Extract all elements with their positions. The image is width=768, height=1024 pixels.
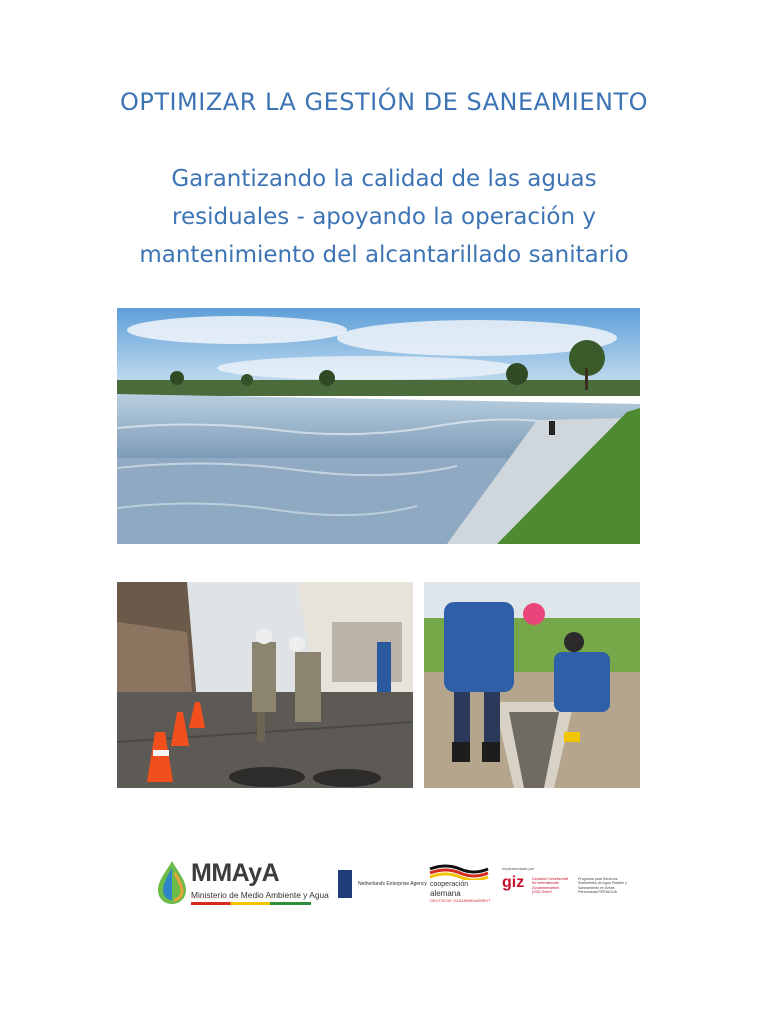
water-drop-icon [155, 859, 189, 905]
mmaya-subtitle: Ministerio de Medio Ambiente y Agua [191, 890, 329, 900]
page-subtitle [0, 160, 768, 274]
mmaya-wordmark: MMAyA [191, 859, 280, 887]
netherlands-agency-label: Netherlands Enterprise Agency [358, 881, 427, 887]
partner-logos [150, 852, 630, 912]
mmaya-logo [155, 857, 329, 909]
cooperacion-line2: alemana [430, 889, 461, 898]
giz-description: Deutsche Gesellschaft für Internationale Zusammenarbeit (GIZ) GmbH [532, 877, 568, 895]
subtitle-line: mantenimiento del alcantarillado sanitario [139, 242, 629, 268]
german-flag-wave-icon [428, 864, 490, 880]
subtitle-line: residuales - apoyando la operación y [172, 204, 596, 230]
cooperacion-line1: cooperación [430, 881, 469, 888]
subtitle-line: Garantizando la calidad de las aguas [171, 166, 597, 192]
netherlands-emblem-icon [338, 870, 352, 898]
giz-preface: Implementada por [502, 866, 535, 871]
giz-wordmark: giz [502, 874, 525, 891]
photo-treatment-pond [117, 308, 640, 544]
cooperacion-line3: DEUTSCHE ZUSAMMENARBEIT [430, 898, 491, 903]
photo-street-sewer-workers [117, 582, 413, 788]
mmaya-color-bar [191, 902, 311, 905]
page-title: OPTIMIZAR LA GESTIÓN DE SANEAMIENTO [119, 88, 649, 116]
giz-program-note: Programa para Servicios Sostenibles de Agua Potable y Saneamiento en Áreas Periurbanas PERIAGUA [578, 877, 627, 895]
photo-field-workers-channel [424, 582, 640, 788]
